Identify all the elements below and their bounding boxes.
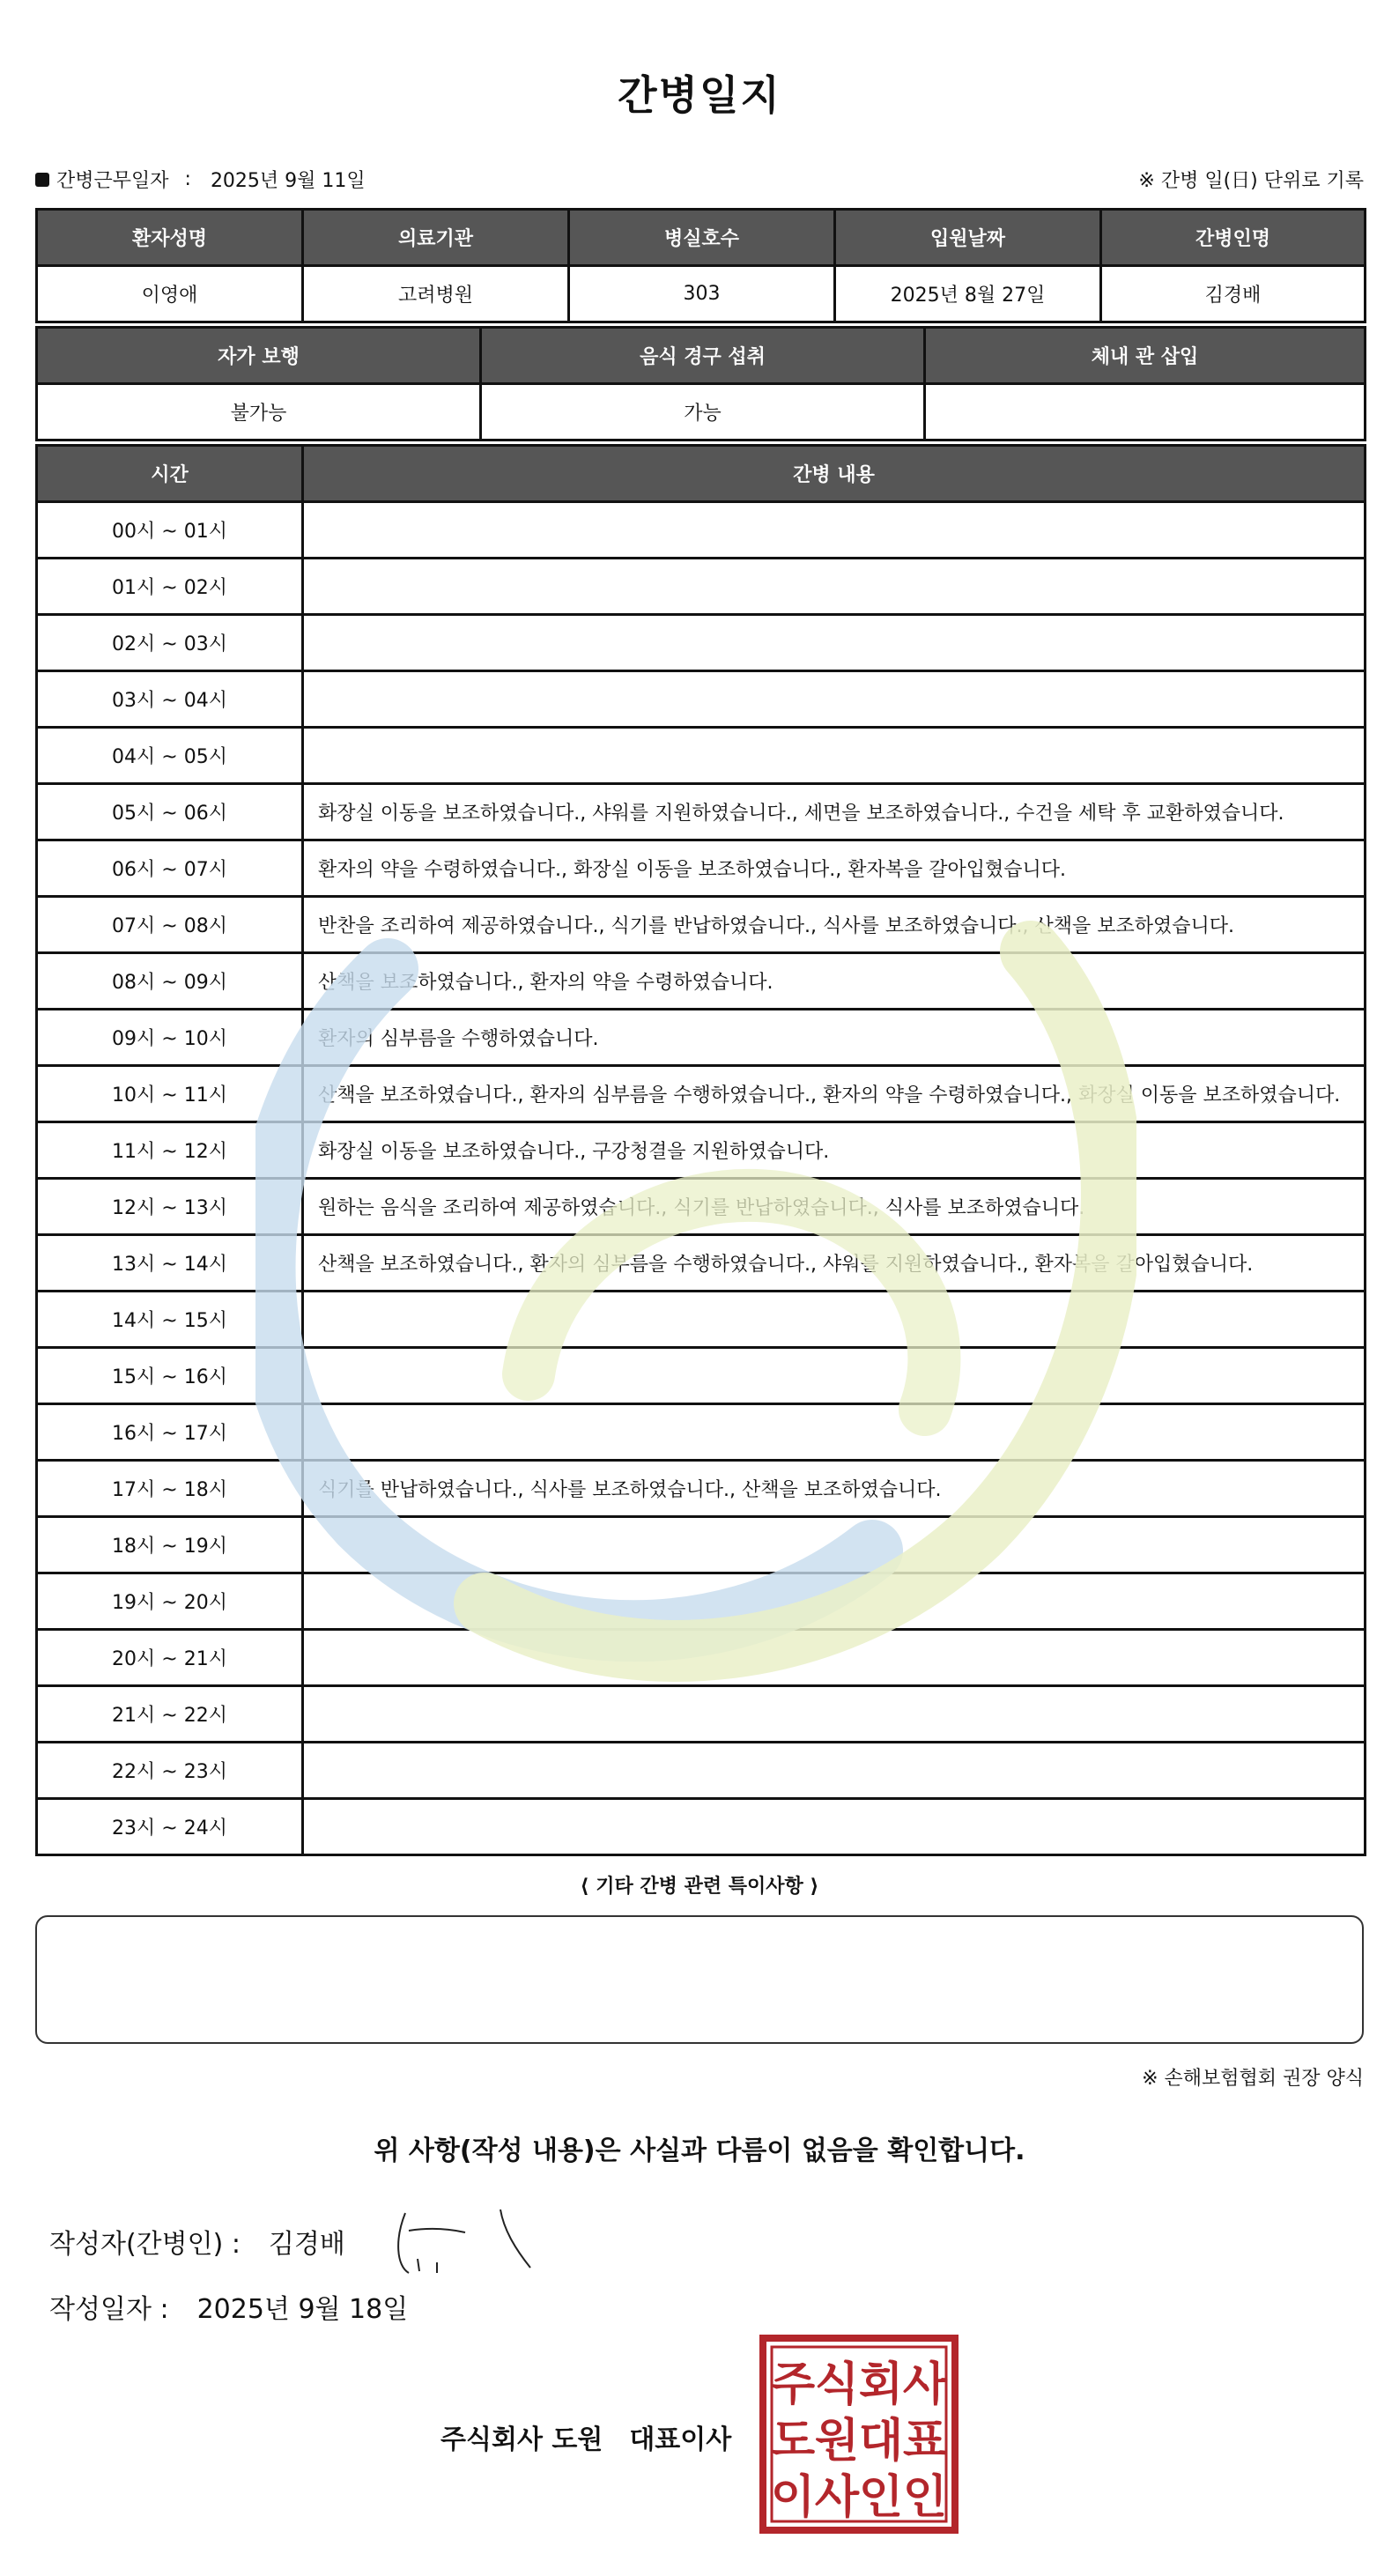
header-tube-insertion: 체내 관 삽입 [925, 328, 1366, 384]
seal-character: 이 [770, 2471, 816, 2524]
log-content [303, 1799, 1366, 1855]
table-row [37, 671, 1366, 728]
seal-character: 인 [858, 2471, 904, 2524]
log-time: 11시 ~ 12시 [37, 1122, 303, 1179]
log-time: 03시 ~ 04시 [37, 671, 303, 728]
log-content: 반찬을 조리하여 제공하였습니다., 식기를 반납하였습니다., 식사를 보조하였습니다., 산책을 보조하였습니다. [303, 897, 1366, 953]
company-title: 대표이사 [629, 2424, 732, 2455]
log-time: 15시 ~ 16시 [37, 1348, 303, 1404]
work-date-label: 간병근무일자 [56, 170, 169, 192]
log-content [303, 559, 1366, 615]
log-time: 16시 ~ 17시 [37, 1404, 303, 1461]
company-signature-line [440, 2417, 731, 2456]
table-row [37, 502, 1366, 559]
table-row [37, 953, 1366, 1010]
log-time: 01시 ~ 02시 [37, 559, 303, 615]
table-row [37, 1799, 1366, 1855]
header-oral-intake: 음식 경구 섭취 [481, 328, 925, 384]
log-content [303, 502, 1366, 559]
tube-insertion-value [925, 384, 1366, 440]
log-time: 17시 ~ 18시 [37, 1461, 303, 1517]
log-content: 환자의 심부름을 수행하였습니다. [303, 1010, 1366, 1066]
table-row [37, 1348, 1366, 1404]
log-time: 07시 ~ 08시 [37, 897, 303, 953]
seal-character: 원 [814, 2415, 860, 2468]
header-caregiver-name: 간병인명 [1101, 210, 1366, 266]
hospital-name: 고려병원 [303, 266, 569, 322]
seal-character: 대 [858, 2415, 904, 2468]
seal-character: 식 [814, 2358, 860, 2411]
table-row [37, 784, 1366, 840]
written-date-value: 2025년 9월 18일 [196, 2294, 409, 2325]
log-time: 14시 ~ 15시 [37, 1292, 303, 1348]
work-date-value: 2025년 9월 11일 [210, 170, 366, 192]
table-row [37, 1686, 1366, 1743]
log-time: 23시 ~ 24시 [37, 1799, 303, 1855]
room-number: 303 [569, 266, 835, 322]
document-title: 간병일지 [618, 71, 781, 119]
table-row [37, 1573, 1366, 1630]
log-time: 13시 ~ 14시 [37, 1235, 303, 1292]
seal-character: 사 [814, 2471, 860, 2524]
patient-status-table [35, 326, 1366, 441]
caregiver-name: 김경배 [1101, 266, 1366, 322]
table-row [37, 1179, 1366, 1235]
header-room-number: 병실호수 [569, 210, 835, 266]
table-row [37, 1743, 1366, 1799]
header-patient-name: 환자성명 [37, 210, 303, 266]
log-time: 10시 ~ 11시 [37, 1066, 303, 1122]
log-time: 18시 ~ 19시 [37, 1517, 303, 1573]
confirmation-statement: 위 사항(작성 내용)은 사실과 다름이 없음을 확인합니다. [374, 2136, 1025, 2166]
bullet-square-icon [35, 173, 49, 187]
log-time: 22시 ~ 23시 [37, 1743, 303, 1799]
writer-name: 김경배 [268, 2229, 345, 2260]
log-content: 화장실 이동을 보조하였습니다., 구강청결을 지원하였습니다. [303, 1122, 1366, 1179]
log-time: 04시 ~ 05시 [37, 728, 303, 784]
log-content [303, 1517, 1366, 1573]
log-time: 19시 ~ 20시 [37, 1573, 303, 1630]
recommended-form-note: ※ 손해보험협회 권장 양식 [1142, 2068, 1364, 2090]
notes-title: ⟨ 기타 간병 관련 특이사항 ⟩ [580, 1876, 819, 1898]
seal-character: 인 [902, 2471, 948, 2524]
care-log-table [35, 444, 1366, 1856]
log-content [303, 1404, 1366, 1461]
log-content: 원하는 음식을 조리하여 제공하였습니다., 식기를 반납하였습니다., 식사를 보조하였습니다. [303, 1179, 1366, 1235]
log-content [303, 615, 1366, 671]
header-self-walking: 자가 보행 [37, 328, 481, 384]
table-row [37, 1235, 1366, 1292]
log-content: 환자의 약을 수령하였습니다., 화장실 이동을 보조하였습니다., 환자복을 갈아입혔습니다. [303, 840, 1366, 897]
work-date-colon: : [184, 168, 191, 190]
table-row [37, 1404, 1366, 1461]
log-time: 21시 ~ 22시 [37, 1686, 303, 1743]
log-content [303, 1686, 1366, 1743]
oral-intake-value: 가능 [481, 384, 925, 440]
log-content [303, 671, 1366, 728]
log-time: 00시 ~ 01시 [37, 502, 303, 559]
patient-name: 이영애 [37, 266, 303, 322]
log-content [303, 1292, 1366, 1348]
header-admission-date: 입원날짜 [835, 210, 1101, 266]
seal-character: 주 [770, 2358, 816, 2411]
log-content: 산책을 보조하였습니다., 환자의 약을 수령하였습니다. [303, 953, 1366, 1010]
seal-character: 도 [770, 2415, 816, 2468]
table-row [37, 1292, 1366, 1348]
log-content: 산책을 보조하였습니다., 환자의 심부름을 수행하였습니다., 환자의 약을 수령하였습니다., 화장실 이동을 보조하였습니다. [303, 1066, 1366, 1122]
table-row [37, 1630, 1366, 1686]
table-row [37, 1122, 1366, 1179]
writer-label: 작성자(간병인) : [49, 2229, 241, 2260]
log-time: 05시 ~ 06시 [37, 784, 303, 840]
work-date [35, 166, 366, 193]
log-content [303, 728, 1366, 784]
header-care-content: 간병 내용 [303, 446, 1366, 502]
header-hospital: 의료기관 [303, 210, 569, 266]
writer-line [49, 2222, 345, 2261]
table-row [37, 728, 1366, 784]
log-content: 식기를 반납하였습니다., 식사를 보조하였습니다., 산책을 보조하였습니다. [303, 1461, 1366, 1517]
log-content: 화장실 이동을 보조하였습니다., 샤워를 지원하였습니다., 세면을 보조하였습니다., 수건을 세탁 후 교환하였습니다. [303, 784, 1366, 840]
table-row [37, 1461, 1366, 1517]
notes-box [35, 1915, 1364, 2044]
written-date-label: 작성일자 : [49, 2294, 169, 2325]
seal-character: 사 [902, 2358, 948, 2411]
handwritten-signature [388, 2204, 546, 2280]
log-time: 06시 ~ 07시 [37, 840, 303, 897]
written-date-line [49, 2287, 408, 2326]
log-content [303, 1630, 1366, 1686]
company-seal-stamp [759, 2335, 959, 2534]
header-time: 시간 [37, 446, 303, 502]
log-time: 08시 ~ 09시 [37, 953, 303, 1010]
log-content: 산책을 보조하였습니다., 환자의 심부름을 수행하였습니다., 샤워를 지원하였습니다., 환자복을 갈아입혔습니다. [303, 1235, 1366, 1292]
log-time: 12시 ~ 13시 [37, 1179, 303, 1235]
log-time: 02시 ~ 03시 [37, 615, 303, 671]
table-row [37, 1066, 1366, 1122]
self-walking-value: 불가능 [37, 384, 481, 440]
table-row [37, 1010, 1366, 1066]
log-content [303, 1573, 1366, 1630]
company-name: 주식회사 도원 [440, 2424, 603, 2455]
log-time: 09시 ~ 10시 [37, 1010, 303, 1066]
meta-row [35, 166, 1364, 194]
table-row [37, 897, 1366, 953]
record-unit-note: ※ 간병 일(日) 단위로 기록 [1138, 170, 1364, 192]
admission-date: 2025년 8월 27일 [835, 266, 1101, 322]
log-content [303, 1348, 1366, 1404]
table-row [37, 559, 1366, 615]
table-row [37, 840, 1366, 897]
patient-info-table [35, 208, 1366, 323]
seal-character: 회 [858, 2358, 904, 2411]
table-row [37, 615, 1366, 671]
log-time: 20시 ~ 21시 [37, 1630, 303, 1686]
table-row [37, 1517, 1366, 1573]
seal-character: 표 [902, 2415, 948, 2468]
log-content [303, 1743, 1366, 1799]
